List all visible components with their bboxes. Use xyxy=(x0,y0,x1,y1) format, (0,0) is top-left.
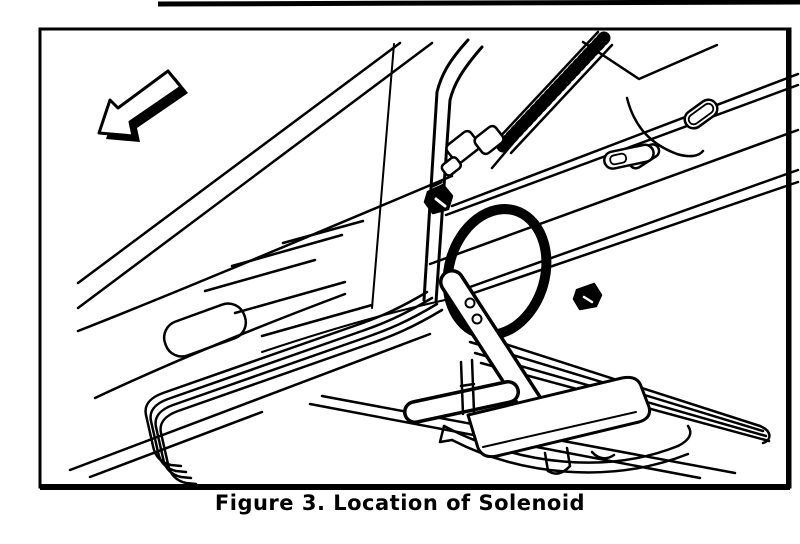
body-post-lines xyxy=(372,40,482,308)
direction-arrow-icon xyxy=(99,71,188,142)
solenoid xyxy=(461,360,650,457)
harness-connector xyxy=(440,124,505,177)
figure-caption: Figure 3. Location of Solenoid xyxy=(214,491,586,515)
corrugated-conduit xyxy=(497,32,612,153)
page-top-rule xyxy=(158,2,800,4)
crossmember-slats xyxy=(205,221,445,352)
floor-pan-opening xyxy=(159,299,250,362)
oval-slot xyxy=(603,96,721,171)
wiring-harness xyxy=(146,292,442,484)
